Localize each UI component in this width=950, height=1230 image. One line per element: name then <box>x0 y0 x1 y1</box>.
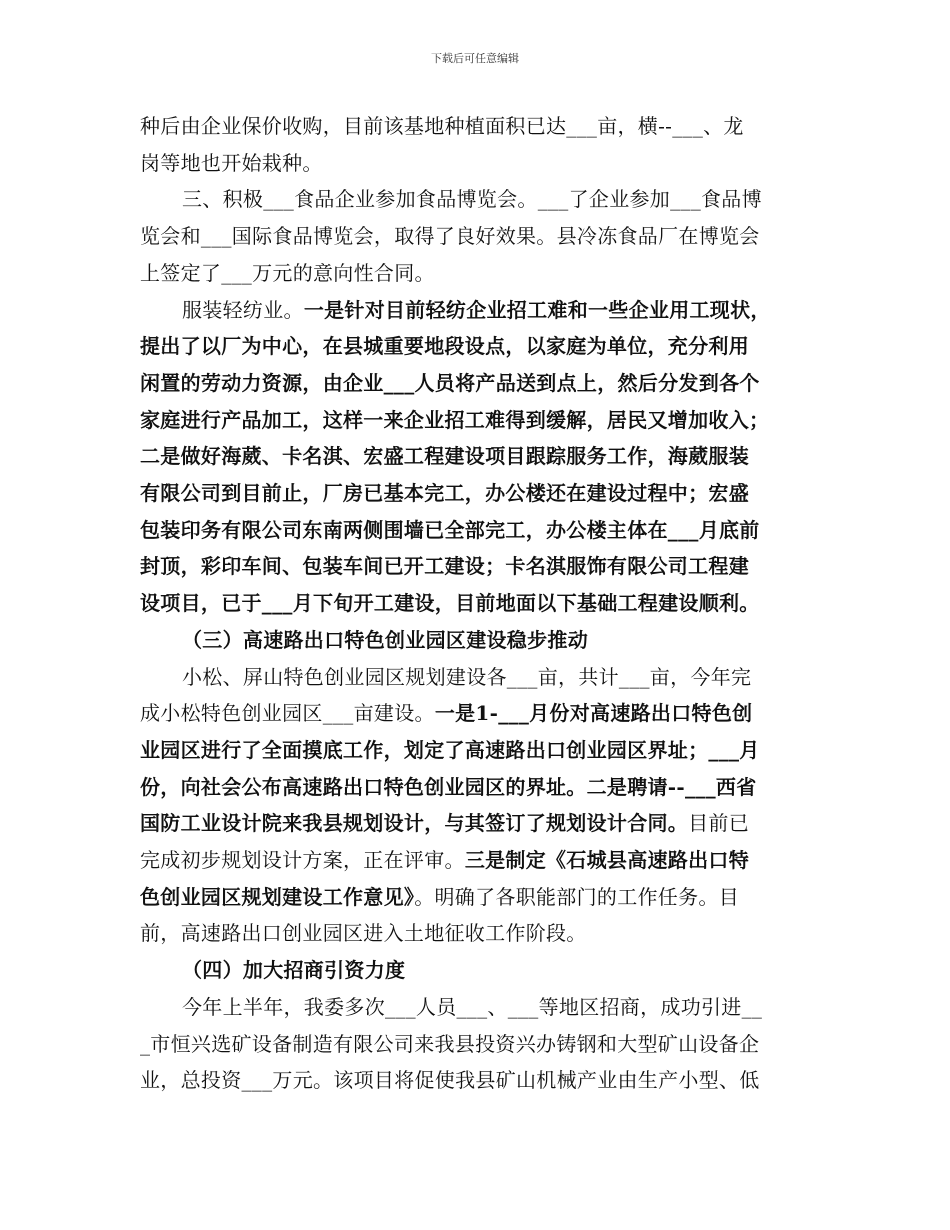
text-line <box>140 475 816 512</box>
text-line <box>140 659 816 696</box>
text-segment: 提出了以厂为中心，在县城重要地段设点，以家庭为单位，充分利用 <box>140 334 749 359</box>
text-line <box>140 402 816 439</box>
text-segment: 二是做好海葳、卡名淇、宏盛工程建设项目跟踪服务工作，海葳服装 <box>140 444 749 469</box>
text-segment: 设项目，已于___月下旬开工建设，目前地面以下基础工程建设顺利。 <box>140 591 760 616</box>
text-segment: 成小松特色创业园区___亩建设。 <box>140 701 435 726</box>
text-line <box>140 108 816 145</box>
section-heading <box>140 952 816 989</box>
document-body <box>140 108 816 1099</box>
text-line <box>140 181 816 218</box>
text-line <box>140 548 816 585</box>
text-line <box>140 1062 816 1099</box>
text-line <box>140 842 816 879</box>
text-segment: （四）加大招商引资力度 <box>182 958 406 983</box>
text-line <box>140 145 816 182</box>
text-line <box>140 989 816 1026</box>
text-segment: 业园区进行了全面摸底工作，划定了高速路出口创业园区界址；___月 <box>140 737 760 762</box>
text-segment: 一是针对目前轻纺企业招工难和一些企业用工现状， <box>303 297 771 322</box>
text-line <box>140 218 816 255</box>
text-segment: 种后由企业保价收购，目前该基地种植面积已达___亩，横--___、龙 <box>140 114 744 138</box>
text-segment: 览会和___国际食品博览会，取得了良好效果。县冷冻食品厂在博览会 <box>140 224 760 249</box>
text-line <box>140 255 816 292</box>
text-line <box>140 365 816 402</box>
text-line <box>140 1026 816 1063</box>
text-segment: 家庭进行产品加工，这样一来企业招工难得到缓解，居民又增加收入； <box>140 407 770 432</box>
section-heading <box>140 622 816 659</box>
text-segment: 色创业园区规划建设工作意见》 <box>140 884 415 909</box>
text-segment: 完成初步规划设计方案，正在评审。 <box>140 848 465 873</box>
text-line <box>140 438 816 475</box>
text-segment: 上签定了___万元的意向性合同。 <box>140 260 435 285</box>
text-segment: 服装轻纺业。 <box>182 297 304 322</box>
text-segment: 岗等地也开始栽种。 <box>140 150 323 175</box>
text-segment: 国防工业设计院来我县规划设计，与其签订了规划设计合同。 <box>140 811 689 836</box>
text-line <box>140 292 816 329</box>
text-line <box>140 915 816 952</box>
text-line <box>140 585 816 622</box>
text-line <box>140 328 816 365</box>
text-segment: （三）高速路出口特色创业园区建设稳步推动 <box>182 627 588 652</box>
text-segment: 目前已 <box>688 811 750 836</box>
text-line <box>140 805 816 842</box>
text-segment: 封顶，彩印车间、包装车间已开工建设；卡名淇服饰有限公司工程建 <box>140 554 749 579</box>
text-line <box>140 879 816 916</box>
text-segment: 业，总投资___万元。该项目将促使我县矿山机械产业由生产小型、低 <box>140 1068 760 1093</box>
text-segment: 有限公司到目前止，厂房已基本完工，办公楼还在建设过程中；宏盛 <box>140 481 749 506</box>
text-segment: 小松、屏山特色创业园区规划建设各___亩，共计___亩，今年完 <box>182 664 752 689</box>
text-segment: 闲置的劳动力资源，由企业___人员将产品送到点上，然后分发到各个 <box>140 370 760 395</box>
text-segment: 。明确了各职能部门的工作任务。目 <box>414 884 740 909</box>
text-segment: 一是1-___月份对高速路出口特色创 <box>434 701 753 726</box>
text-segment: _市恒兴选矿设备制造有限公司来我县投资兴办铸钢和大型矿山设备企 <box>140 1031 760 1056</box>
text-line <box>140 732 816 769</box>
page-header: 下载后可任意编辑 <box>431 52 519 65</box>
text-segment: 三、积极___食品企业参加食品博览会。___了企业参加___食品博 <box>182 187 762 212</box>
text-segment: 份，向社会公布高速路出口特色创业园区的界址。二是聘请--___西省 <box>140 774 757 799</box>
text-line <box>140 769 816 806</box>
text-segment: 三是制定《石城县高速路出口特 <box>464 848 750 873</box>
text-segment: 今年上半年，我委多次___人员___、___等地区招商，成功引进__ <box>182 994 763 1019</box>
text-line <box>140 512 816 549</box>
text-segment: 前，高速路出口创业园区进入土地征收工作阶段。 <box>140 921 587 946</box>
text-line <box>140 695 816 732</box>
text-segment: 包装印务有限公司东南两侧围墙已全部完工，办公楼主体在___月底前 <box>140 517 760 542</box>
